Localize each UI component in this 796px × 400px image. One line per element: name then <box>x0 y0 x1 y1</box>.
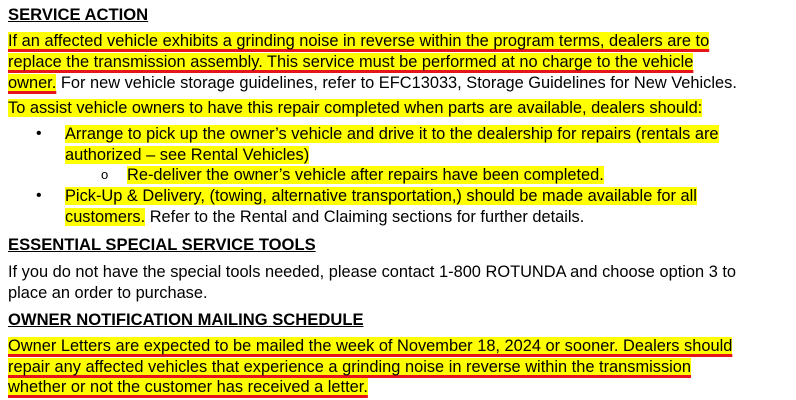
highlighted-text: whether or not the customer has received a letter. <box>8 378 368 396</box>
sub-bullet-item-redeliver <box>127 164 604 186</box>
highlighted-text: authorized – see Rental Vehicles) <box>65 146 310 164</box>
tools-paragraph-line-2: place an order to purchase. <box>8 284 208 302</box>
highlighted-text: Arrange to pick up the owner’s vehicle and drive it to the dealership for repairs (rentals are <box>65 125 719 143</box>
service-action-paragraph-line-2 <box>8 51 693 73</box>
tools-paragraph-line-1: If you do not have the special tools needed, please contact 1-800 ROTUNDA and choose option 3 to <box>8 263 737 281</box>
mailing-schedule-heading: OWNER NOTIFICATION MAILING SCHEDULE <box>8 310 364 329</box>
rental-claiming-text: Refer to the Rental and Claiming sections for further details. <box>145 208 585 226</box>
service-action-paragraph-line-1 <box>8 30 709 52</box>
mailing-paragraph-line-1 <box>8 335 732 357</box>
bullet-item-pickup-line-2 <box>65 144 309 166</box>
service-action-heading: SERVICE ACTION <box>8 5 149 24</box>
bullet-icon: • <box>36 187 42 204</box>
sub-bullet-icon: o <box>101 167 109 182</box>
highlighted-text: To assist vehicle owners to have this repair completed when parts are available, dealers should: <box>8 99 703 117</box>
dealers-should-paragraph <box>8 97 702 119</box>
mailing-paragraph-line-2 <box>8 356 691 378</box>
highlighted-text: Owner Letters are expected to be mailed the week of November 18, 2024 or sooner. Dealers should <box>8 337 733 355</box>
service-action-paragraph-line-3 <box>8 72 737 94</box>
bullet-item-delivery-line-2 <box>65 206 584 228</box>
bullet-icon: • <box>36 125 42 142</box>
tools-heading: ESSENTIAL SPECIAL SERVICE TOOLS <box>8 235 316 254</box>
highlighted-text: Pick-Up & Delivery, (towing, alternative transportation,) should be made available for all <box>65 187 697 205</box>
mailing-paragraph-line-3 <box>8 376 368 398</box>
highlighted-text: Re-deliver the owner’s vehicle after repairs have been completed. <box>127 166 604 184</box>
bullet-item-pickup-line-1 <box>65 123 719 145</box>
highlighted-text: owner. <box>8 74 57 92</box>
bullet-item-delivery-line-1 <box>65 185 697 207</box>
highlighted-text: If an affected vehicle exhibits a grinding noise in reverse within the program terms, dealers are to <box>8 32 710 50</box>
storage-guidelines-text: For new vehicle storage guidelines, refer to EFC13033, Storage Guidelines for New Vehicles. <box>56 74 737 92</box>
highlighted-text: repair any affected vehicles that experience a grinding noise in reverse within the transmission <box>8 358 692 376</box>
highlighted-text: customers. <box>65 208 146 226</box>
highlighted-text: replace the transmission assembly. This service must be performed at no charge to the vehicle <box>8 53 694 71</box>
